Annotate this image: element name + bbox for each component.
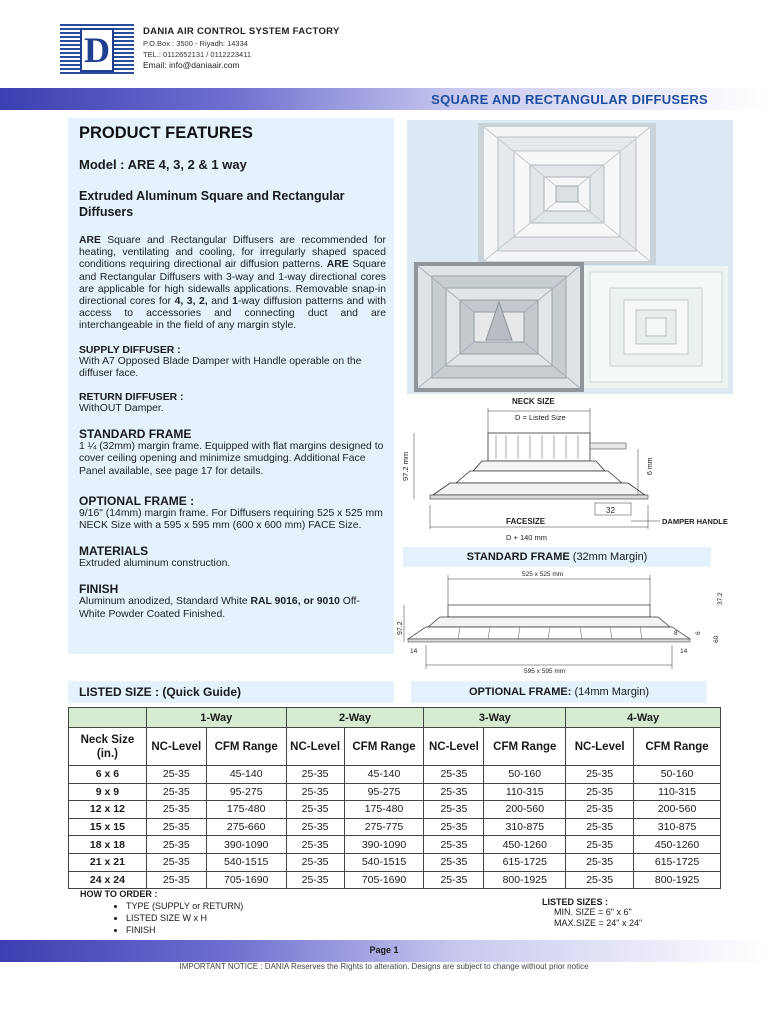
return-text: WithOUT Damper.: [79, 403, 164, 415]
model-line: Model : ARE 4, 3, 2 & 1 way: [79, 157, 247, 172]
listed-sizes: [542, 897, 642, 929]
neck-size-cell: 15 x 15: [69, 818, 147, 836]
group-4-way: 4-Way: [566, 708, 721, 728]
table-row: [69, 766, 721, 784]
listed-sizes-title: LISTED SIZES :: [542, 897, 609, 907]
dim-60-label: 60: [713, 635, 720, 643]
cfm-range-cell: 275-775: [344, 818, 424, 836]
cfm-range-cell: 705-1690: [206, 871, 286, 889]
table-row: [69, 853, 721, 871]
order-item: • TYPE (SUPPLY or RETURN): [126, 900, 243, 912]
table-row: [69, 871, 721, 889]
nc-level-header: NC-Level: [566, 728, 634, 766]
neck-dim-label: 525 x 525 mm: [522, 571, 564, 578]
nc-level-cell: 25-35: [424, 871, 484, 889]
optional-frame-caption: OPTIONAL FRAME: (14mm Margin): [411, 681, 707, 703]
nc-level-cell: 25-35: [566, 801, 634, 819]
features-title: PRODUCT FEATURES: [79, 124, 253, 142]
nc-level-cell: 25-35: [146, 783, 206, 801]
materials-heading: MATERIALS: [79, 544, 149, 559]
how-to-order-title: HOW TO ORDER :: [80, 889, 158, 899]
nc-level-cell: 25-35: [424, 801, 484, 819]
nc-level-cell: 25-35: [566, 836, 634, 854]
table-row: [69, 801, 721, 819]
nc-level-header: NC-Level: [146, 728, 206, 766]
nc-level-cell: 25-35: [146, 766, 206, 784]
dim-14-right-label: 14: [680, 648, 688, 655]
cfm-range-cell: 50-160: [484, 766, 566, 784]
table-header-row: [69, 728, 721, 766]
listed-size-label: D = Listed Size: [515, 413, 566, 422]
nc-level-cell: 25-35: [286, 836, 344, 854]
nc-level-cell: 25-35: [566, 766, 634, 784]
product-subtitle: Extruded Aluminum Square and Rectangular Diffusers: [79, 189, 345, 219]
nc-level-cell: 25-35: [146, 836, 206, 854]
product-features: [79, 124, 386, 621]
important-notice: IMPORTANT NOTICE : DANIA Reserves the Rights to alteration. Designs are subject to change without prior notice: [179, 962, 589, 971]
group-3-way: 3-Way: [424, 708, 566, 728]
dim-8-label: 8: [674, 630, 678, 637]
thirty-two-label: 32: [606, 506, 615, 515]
dim-14-left-label: 14: [410, 648, 418, 655]
standard-frame-heading: STANDARD FRAME: [79, 427, 192, 442]
return-heading: RETURN DIFFUSER :: [79, 392, 184, 404]
diffuser-photo-4way: [478, 123, 656, 265]
facesize-label: FACESIZE: [506, 517, 546, 526]
height-label: 97.2 mm: [401, 451, 410, 481]
neck-size-cell: 6 x 6: [69, 766, 147, 784]
nc-level-cell: 25-35: [566, 871, 634, 889]
cfm-range-cell: 540-1515: [344, 853, 424, 871]
cfm-range-cell: 50-160: [634, 766, 721, 784]
damper-handle-label: DAMPER HANDLE: [662, 517, 728, 526]
max-size: MAX.SIZE = 24" x 24": [554, 918, 643, 928]
diffuser-photo-pyramid: [414, 262, 584, 392]
company-logo: [60, 24, 134, 76]
neck-size-cell: 24 x 24: [69, 871, 147, 889]
cfm-range-cell: 615-1725: [484, 853, 566, 871]
cfm-range-cell: 310-875: [634, 818, 721, 836]
nc-level-cell: 25-35: [424, 766, 484, 784]
cfm-range-cell: 275-660: [206, 818, 286, 836]
cfm-range-cell: 45-140: [206, 766, 286, 784]
nc-level-cell: 25-35: [146, 853, 206, 871]
optional-frame-heading: OPTIONAL FRAME :: [79, 493, 195, 508]
neck-size-cell: 9 x 9: [69, 783, 147, 801]
nc-level-cell: 25-35: [566, 783, 634, 801]
cfm-range-cell: 450-1260: [484, 836, 566, 854]
company-name: DANIA AIR CONTROL SYSTEM FACTORY: [143, 26, 340, 37]
table-row: [69, 818, 721, 836]
intro-paragraph: ARE Square and Rectangular Diffusers are recommended for heating, ventilating and cooling, for irregularly shaped spaced conditions requiring directional air diffusion patterns. ARE Square and Rectangular Diffusers with 3-way and 1-way directional cores are applicable for high sidewalls applications. Removable snap-in directional cores for 4, 3, 2, and 1-way diffusion patterns and with access to accessories and connecting duct and are interchangeable in the field of any margin style.: [79, 235, 386, 332]
cfm-range-header: CFM Range: [634, 728, 721, 766]
nc-level-cell: 25-35: [146, 818, 206, 836]
cfm-range-cell: 95-275: [206, 783, 286, 801]
min-size: MIN. SIZE = 6" x 6": [554, 907, 632, 917]
neck-size-cell: 18 x 18: [69, 836, 147, 854]
nc-level-cell: 25-35: [424, 853, 484, 871]
nc-level-cell: 25-35: [286, 801, 344, 819]
group-1-way: 1-Way: [146, 708, 286, 728]
standard-frame-text: 1 ¼ (32mm) margin frame. Equipped with flat margins designed to cover ceiling opening and minimize smudging. Additional Face Panel available, see page 17 for details.: [79, 441, 384, 477]
nc-level-cell: 25-35: [286, 871, 344, 889]
upper-height-label: 37.2: [717, 592, 724, 605]
neck-size-label: NECK SIZE: [512, 397, 555, 406]
cfm-range-cell: 540-1515: [206, 853, 286, 871]
neck-size-cell: 21 x 21: [69, 853, 147, 871]
cfm-range-header: CFM Range: [206, 728, 286, 766]
cfm-range-cell: 200-560: [484, 801, 566, 819]
height-dim-label: 97.2: [397, 621, 404, 635]
table-row: [69, 783, 721, 801]
neck-size-header: Neck Size (in.): [69, 728, 147, 766]
standard-frame-caption: STANDARD FRAME (32mm Margin): [403, 547, 711, 567]
listed-size-table: [68, 707, 721, 889]
nc-level-cell: 25-35: [566, 853, 634, 871]
nc-level-cell: 25-35: [286, 853, 344, 871]
cfm-range-cell: 110-315: [634, 783, 721, 801]
supply-heading: SUPPLY DIFFUSER :: [79, 344, 181, 356]
listed-size-header: LISTED SIZE : (Quick Guide): [68, 681, 394, 703]
nc-level-cell: 25-35: [424, 836, 484, 854]
cfm-range-cell: 615-1725: [634, 853, 721, 871]
neck-size-cell: 12 x 12: [69, 801, 147, 819]
face-dim-label: 595 x 595 mm: [524, 668, 566, 675]
dim-6-label: 6: [695, 631, 702, 635]
supply-diffuser-section-drawing: [400, 393, 740, 545]
cfm-range-cell: 450-1260: [634, 836, 721, 854]
group-2-way: 2-Way: [286, 708, 424, 728]
cfm-range-cell: 175-480: [206, 801, 286, 819]
nc-level-header: NC-Level: [424, 728, 484, 766]
page-number: Page 1: [369, 945, 399, 955]
order-item: • LISTED SIZE W x H: [126, 912, 243, 924]
diffuser-photo-square: [584, 266, 728, 388]
finish-heading: FINISH: [79, 582, 119, 597]
table-row: [69, 836, 721, 854]
order-item: • FINISH: [126, 924, 243, 936]
supply-text: With A7 Opposed Blade Damper with Handle operable on the diffuser face.: [79, 355, 362, 379]
section-title: SQUARE AND RECTANGULAR DIFFUSERS: [431, 92, 708, 107]
company-info: [143, 26, 403, 70]
nc-level-cell: 25-35: [424, 783, 484, 801]
cfm-range-cell: 390-1090: [344, 836, 424, 854]
table-group-row: [69, 708, 721, 728]
nc-level-cell: 25-35: [146, 801, 206, 819]
nc-level-cell: 25-35: [566, 818, 634, 836]
optional-frame-section-drawing: [397, 565, 740, 675]
nc-level-cell: 25-35: [286, 783, 344, 801]
finish-text: Aluminum anodized, Standard White RAL 9016, or 9010 Off-White Powder Coated Finished.: [79, 596, 360, 620]
cfm-range-cell: 800-1925: [484, 871, 566, 889]
cfm-range-cell: 110-315: [484, 783, 566, 801]
cfm-range-cell: 800-1925: [634, 871, 721, 889]
cfm-range-cell: 705-1690: [344, 871, 424, 889]
cfm-range-header: CFM Range: [484, 728, 566, 766]
cfm-range-cell: 95-275: [344, 783, 424, 801]
nc-level-header: NC-Level: [286, 728, 344, 766]
materials-text: Extruded aluminum construction.: [79, 558, 231, 570]
how-to-order: [80, 889, 243, 936]
company-pobox: P.O.Box : 3500 - Riyadh: 14334: [143, 39, 248, 48]
nc-level-cell: 25-35: [146, 871, 206, 889]
company-email: Email: info@daniaair.com: [143, 60, 240, 70]
company-tel: TEL.: 0112652131 / 0112223411: [143, 50, 252, 59]
cfm-range-cell: 175-480: [344, 801, 424, 819]
nc-level-cell: 25-35: [286, 818, 344, 836]
cfm-range-cell: 390-1090: [206, 836, 286, 854]
cfm-range-cell: 45-140: [344, 766, 424, 784]
cfm-range-header: CFM Range: [344, 728, 424, 766]
facesize-formula: D + 140 mm: [506, 533, 548, 542]
logo-letter: D: [80, 28, 114, 72]
nc-level-cell: 25-35: [286, 766, 344, 784]
six-mm-label: 6 mm: [647, 457, 654, 475]
cfm-range-cell: 200-560: [634, 801, 721, 819]
optional-frame-text: 9/16" (14mm) margin frame. For Diffusers requiring 525 x 525 mm NECK Size with a 595 x 595 mm (600 x 600 mm) FACE Size.: [79, 507, 383, 532]
nc-level-cell: 25-35: [424, 818, 484, 836]
cfm-range-cell: 310-875: [484, 818, 566, 836]
